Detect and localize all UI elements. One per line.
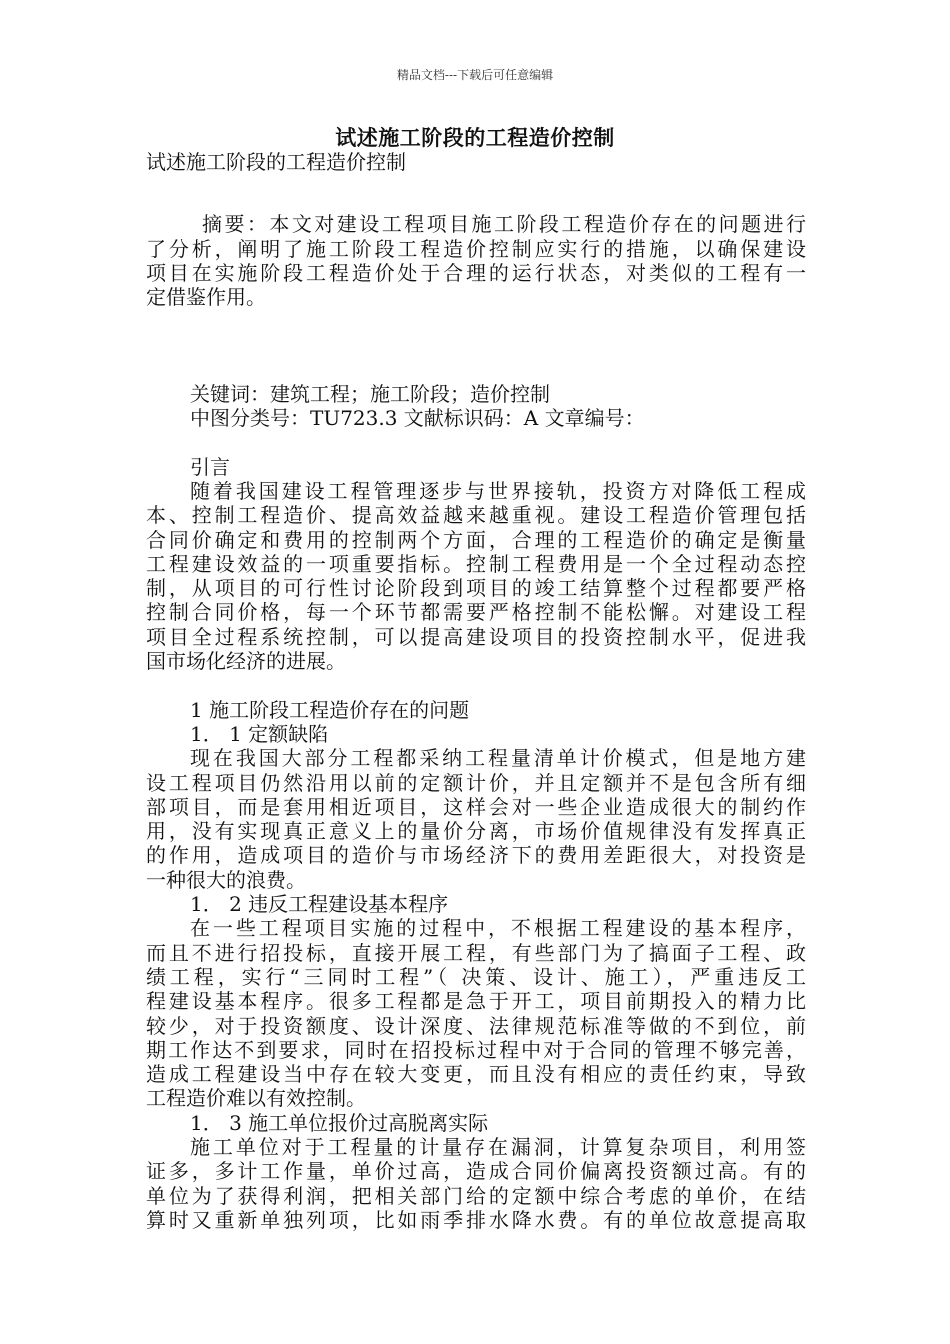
subsection-paragraph <box>146 916 806 1110</box>
abstract-line: 摘要：本文对建设工程项目施工阶段工程造价存在的问题进行 <box>202 212 806 237</box>
subsection-paragraph <box>146 1135 806 1232</box>
subsection-heading: 1． 3 施工单位报价过高脱离实际 <box>190 1110 489 1135</box>
paragraph-line: 单位为了获得利润，把相关部门给的定额中综合考虑的单价，在结 <box>146 1183 806 1208</box>
paragraph-line: 用，没有实现真正意义上的量价分离，市场价值规律没有发挥真正 <box>146 819 806 844</box>
paragraph-line: 期工作达不到要求，同时在招投标过程中对于合同的管理不够完善， <box>146 1037 806 1062</box>
abstract-line: 定借鉴作用。 <box>146 285 266 310</box>
paragraph-line: 本、控制工程造价、提高效益越来越重视。建设工程造价管理包括 <box>146 503 806 528</box>
abstract-line: 了分析，阐明了施工阶段工程造价控制应实行的措施，以确保建设 <box>146 236 806 261</box>
paragraph-line: 程建设基本程序。很多工程都是急于开工，项目前期投入的精力比 <box>146 989 806 1014</box>
paragraph-line: 施工单位对于工程量的计量存在漏洞，计算复杂项目，利用签 <box>190 1134 806 1159</box>
paragraph-line: 工程造价难以有效控制。 <box>146 1086 366 1111</box>
intro-heading: 引言 <box>190 454 230 479</box>
paragraph-line: 设工程项目仍然沿用以前的定额计价，并且定额并不是包含所有细 <box>146 770 806 795</box>
paragraph-line: 在一些工程项目实施的过程中，不根据工程建设的基本程序， <box>190 916 806 941</box>
classification: 中图分类号：TU723.3 文献标识码：A 文章编号： <box>190 406 645 431</box>
paragraph-line: 现在我国大部分工程都采纳工程量清单计价模式，但是地方建 <box>190 746 806 771</box>
paragraph-line: 算时又重新单独列项，比如雨季排水降水费。有的单位故意提高取 <box>146 1207 806 1232</box>
paragraph-line: 合同价确定和费用的控制两个方面，合理的工程造价的确定是衡量 <box>146 527 806 552</box>
paragraph-line: 国市场化经济的进展。 <box>146 649 346 674</box>
paragraph-line: 制，从项目的可行性讨论阶段到项目的竣工结算整个过程都要严格 <box>146 576 806 601</box>
header-note: 精品文档---下载后可任意编辑 <box>396 68 554 82</box>
keywords: 关键词：建筑工程；施工阶段；造价控制 <box>190 381 550 406</box>
paragraph-line: 部项目，而是套用相近项目，这样会对一些企业造成很大的制约作 <box>146 794 806 819</box>
paragraph-line: 较少，对于投资额度、设计深度、法律规范标准等做的不到位，前 <box>146 1013 806 1038</box>
subsection-heading: 1． 1 定额缺陷 <box>190 721 329 746</box>
paragraph-line: 一种很大的浪费。 <box>146 867 306 892</box>
abstract-line: 项目在实施阶段工程造价处于合理的运行状态，对类似的工程有一 <box>146 260 806 285</box>
intro-paragraph <box>146 479 806 673</box>
subsection-heading: 1． 2 违反工程建设基本程序 <box>190 892 449 917</box>
abstract <box>146 212 806 309</box>
paragraph-line: 而且不进行招投标，直接开展工程，有些部门为了搞面子工程、政 <box>146 940 806 965</box>
document-body <box>146 150 806 1232</box>
paragraph-line: 证多，多计工作量，单价过高，造成合同价偏离投资额过高。有的 <box>146 1159 806 1184</box>
paragraph-line: 控制合同价格，每一个环节都需要严格控制不能松懈。对建设工程 <box>146 600 806 625</box>
paragraph-line: 的作用，造成项目的造价与市场经济下的费用差距很大，对投资是 <box>146 843 806 868</box>
subsection-paragraph <box>146 746 806 892</box>
paragraph-line: 项目全过程系统控制，可以提高建设项目的投资控制水平，促进我 <box>146 624 806 649</box>
subtitle: 试述施工阶段的工程造价控制 <box>146 150 406 174</box>
paragraph-line: 造成工程建设当中存在较大变更，而且没有相应的责任约束，导致 <box>146 1062 806 1087</box>
document-title: 试述施工阶段的工程造价控制 <box>335 125 615 150</box>
paragraph-line: 绩工程，实行“三同时工程”（ 决策、设计、施工），严重违反工 <box>146 964 806 989</box>
section-heading: 1 施工阶段工程造价存在的问题 <box>190 697 470 722</box>
paragraph-line: 随着我国建设工程管理逐步与世界接轨，投资方对降低工程成 <box>190 478 806 503</box>
paragraph-line: 工程建设效益的一项重要指标。控制工程费用是一个全过程动态控 <box>146 551 806 576</box>
